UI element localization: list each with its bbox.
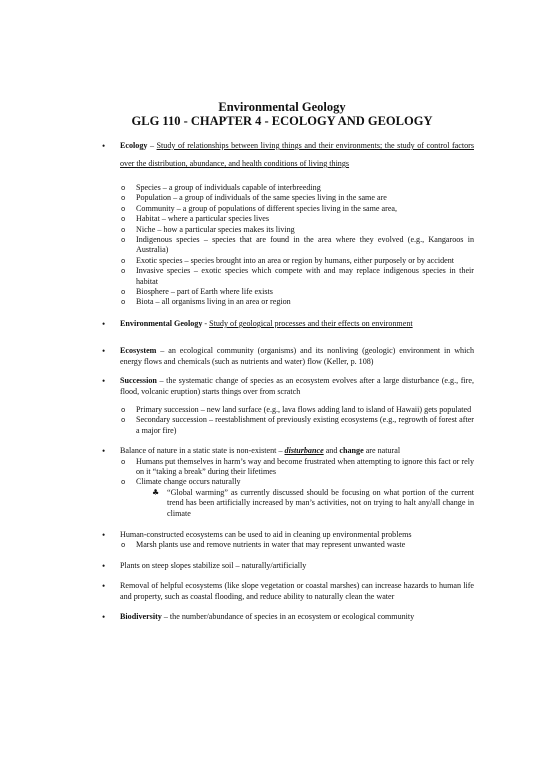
sub-bullet-icon: o	[121, 416, 126, 425]
list-item: o Biota – all organisms living in an area or region	[121, 297, 291, 307]
list-item: o Humans put themselves in harm’s way and become frustrated when attempting to ignore this fact or rely on it “taking a break” during their lifetimes	[121, 456, 474, 476]
bullet-icon: •	[102, 581, 106, 592]
list-item: o Indigenous species – species that are found in the area where they evolved (e.g., Kangaroos in Australia)	[121, 235, 474, 255]
sub-bullet-icon: o	[121, 478, 126, 487]
human-ecosystems-list	[121, 540, 474, 550]
list-item: o Marsh plants use and remove nutrients in water that may represent unwanted waste	[121, 540, 406, 550]
sub-bullet-icon: o	[121, 215, 126, 224]
succession-bullet: • Succession – the systematic change of species as an ecosystem evolves after a large disturbance (e.g., fire, flood, volcanic eruption) starts things over from scratch	[102, 376, 474, 396]
ecology-terms-list	[121, 183, 474, 308]
plants-bullet: • Plants on steep slopes stabilize soil – naturally/artificially	[102, 560, 307, 571]
list-item: o Primary succession – new land surface (e.g., lava flows adding land to island of Hawaii) gets populated	[121, 404, 472, 414]
ecology-bullet: • Ecology – Study of relationships between living things and their environments; the study of control factors over the distribution, abundance, and health conditions of living things	[102, 137, 474, 173]
bullet-icon: •	[102, 560, 106, 571]
bullet-icon: •	[102, 446, 106, 457]
change-word: change	[339, 446, 364, 456]
list-item: o Niche – how a particular species makes its living	[121, 224, 295, 234]
sub-bullet-icon: o	[121, 236, 126, 245]
ecosystem-term: Ecosystem	[120, 346, 157, 356]
list-item: o Species – a group of individuals capable of interbreeding	[121, 183, 321, 192]
list-item: o Climate change occurs naturally	[121, 477, 241, 487]
sub-bullet-icon: o	[121, 457, 126, 466]
sub-bullet-icon: o	[121, 405, 126, 414]
ecology-term: Ecology	[120, 141, 148, 150]
disturbance-word: disturbance	[284, 446, 324, 456]
list-item: ♣ “Global warming” as currently discussed should be focusing on what portion of the current trend has been artificially increased by man’s activities, not on trying to halt any/all change in climate	[152, 487, 474, 518]
bullet-icon: •	[102, 376, 106, 387]
sub-bullet-icon: o	[121, 194, 126, 203]
club-bullet-icon: ♣	[152, 487, 160, 497]
ecosystem-bullet: • Ecosystem – an ecological community (organisms) and its nonliving (geologic) environment in which energy flows and chemicals (such as nutrients and water) flow (Keller, p. 108)	[102, 346, 474, 366]
balance-bullet: • Balance of nature in a static state is non-existent – disturbance and change are natural	[102, 446, 401, 457]
sub-bullet-icon: o	[121, 267, 126, 276]
sub-bullet-icon: o	[121, 204, 126, 213]
list-item: o Secondary succession – reestablishment of previously existing ecosystems (e.g., regrowth of forest after a major fire)	[121, 415, 474, 435]
env-geology-term: Environmental Geology	[120, 318, 203, 328]
sub-bullet-icon: o	[121, 184, 126, 192]
list-item: o Invasive species – exotic species which compete with and may replace indigenous species in their habitat	[121, 266, 474, 286]
bullet-icon: •	[102, 346, 106, 357]
env-geology-bullet: • Environmental Geology - Study of geological processes and their effects on environment	[102, 318, 413, 329]
list-item: o Biosphere – part of Earth where life exists	[121, 287, 273, 297]
bullet-icon: •	[102, 529, 106, 540]
list-item: o Exotic species – species brought into an area or region by humans, either purposely or by accident	[121, 255, 455, 265]
doc-title: Environmental Geology	[218, 100, 346, 114]
bullet-icon: •	[102, 141, 106, 151]
env-geology-definition: Study of geological processes and their effects on environment	[209, 318, 413, 328]
sub-bullet-icon: o	[121, 288, 126, 297]
succession-term: Succession	[120, 376, 157, 386]
doc-subtitle: GLG 110 - CHAPTER 4 - ECOLOGY AND GEOLOGY	[131, 114, 433, 128]
sub-bullet-icon: o	[121, 256, 126, 265]
balance-list	[121, 457, 474, 519]
list-item: o Habitat – where a particular species lives	[121, 214, 270, 224]
sub-bullet-icon: o	[121, 298, 126, 307]
sub-bullet-icon: o	[121, 225, 126, 234]
list-item: o Population – a group of individuals of the same species living in the same are	[121, 193, 387, 203]
human-ecosystems-bullet: • Human-constructed ecosystems can be used to aid in cleaning up environmental problems	[102, 529, 412, 540]
bullet-icon: •	[102, 612, 106, 622]
biodiversity-bullet: • Biodiversity – the number/abundance of species in an ecosystem or ecological community	[102, 612, 415, 622]
bullet-icon: •	[102, 318, 106, 329]
list-item: o Community – a group of populations of different species living in the same area,	[121, 203, 398, 213]
sub-bullet-icon: o	[121, 541, 126, 550]
succession-list	[121, 405, 474, 436]
removal-bullet: • Removal of helpful ecosystems (like slope vegetation or coastal marshes) can increase hazards to human life and property, such as coastal flooding, and reduce ability to naturally clean the water	[102, 581, 474, 601]
ecology-definition: Study of relationships between living things and their environments; the study of control factors over the distribution, abundance, and health conditions of living things	[120, 141, 474, 168]
biodiversity-term: Biodiversity	[120, 612, 162, 621]
